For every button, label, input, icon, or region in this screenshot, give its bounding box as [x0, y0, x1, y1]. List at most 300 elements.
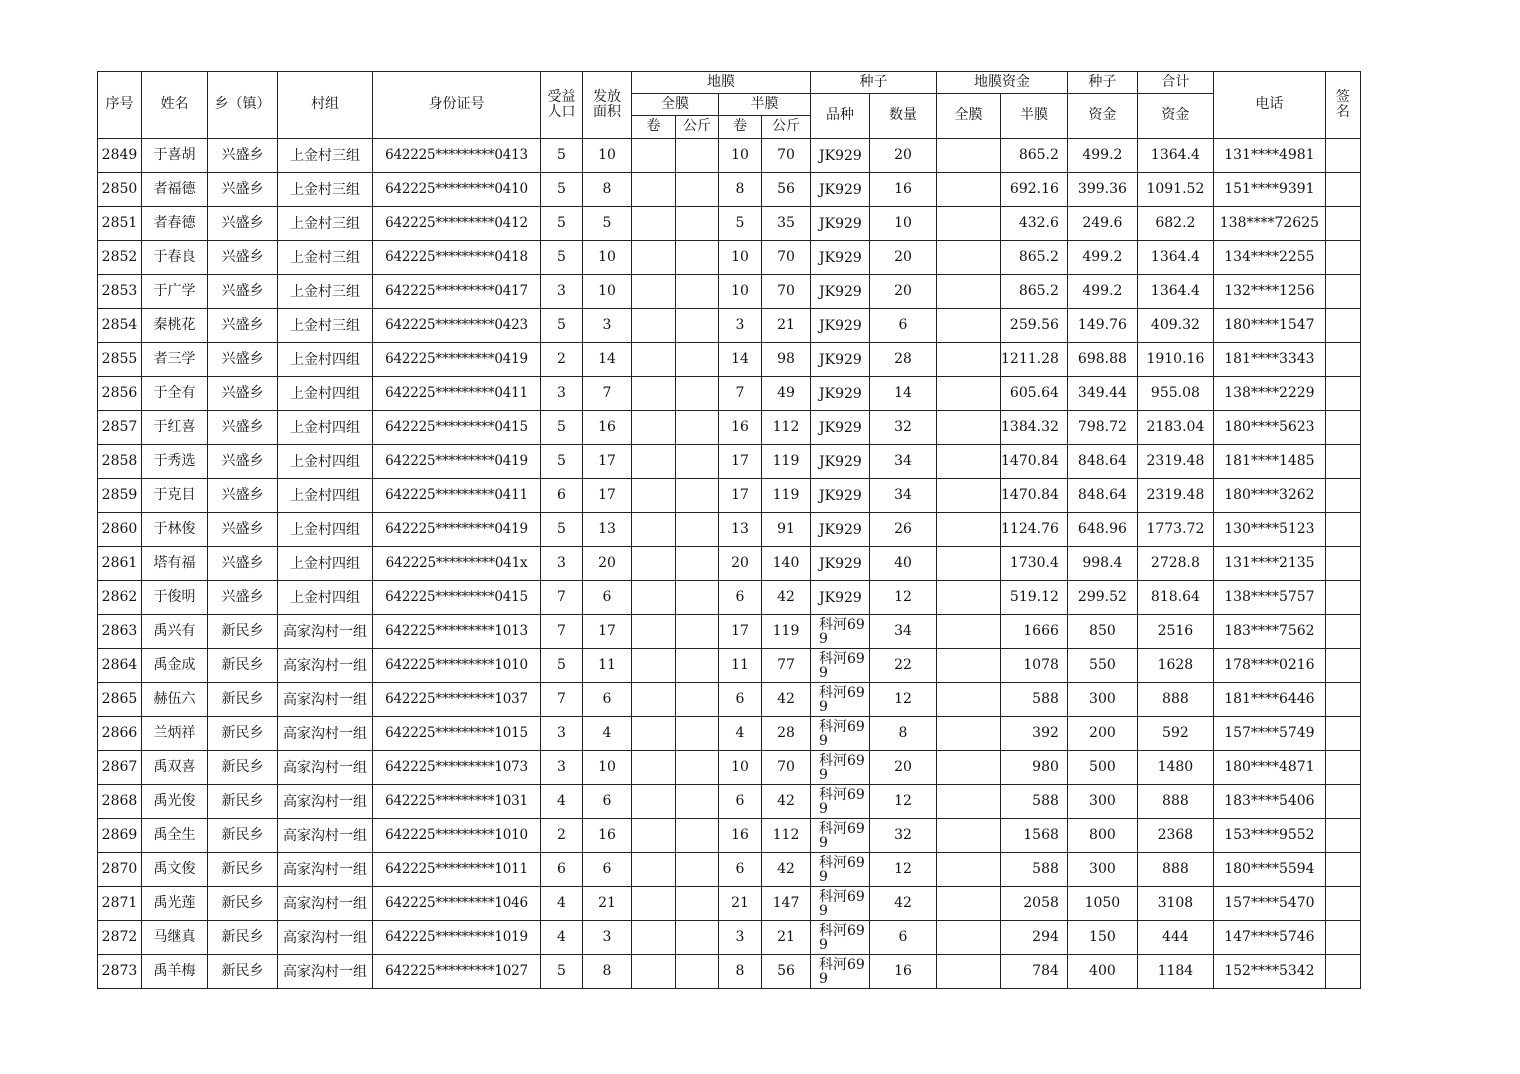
cell-name: 于俊明 — [142, 581, 208, 615]
cell-full-kg — [676, 751, 719, 785]
cell-village: 高家沟村一组 — [278, 921, 373, 955]
cell-half-roll: 17 — [719, 479, 762, 513]
cell-half-roll: 8 — [719, 955, 762, 989]
cell-variety: 科河699 — [811, 751, 870, 785]
cell-area: 6 — [583, 683, 632, 717]
cell-area: 8 — [583, 955, 632, 989]
cell-total-funds: 2319.48 — [1137, 479, 1213, 513]
cell-signature — [1325, 445, 1360, 479]
cell-full-kg — [676, 207, 719, 241]
header-half-film-funds: 半膜 — [1001, 94, 1068, 139]
cell-total-funds: 682.2 — [1137, 207, 1213, 241]
table-row — [98, 139, 1361, 173]
table-row — [98, 207, 1361, 241]
cell-quantity: 16 — [870, 173, 937, 207]
cell-signature — [1325, 751, 1360, 785]
cell-half-roll: 5 — [719, 207, 762, 241]
cell-area: 16 — [583, 819, 632, 853]
cell-township: 兴盛乡 — [208, 377, 278, 411]
cell-village: 高家沟村一组 — [278, 853, 373, 887]
cell-beneficiaries: 4 — [541, 887, 583, 921]
cell-seq: 2860 — [98, 513, 142, 547]
cell-beneficiaries: 3 — [541, 751, 583, 785]
cell-half-kg: 147 — [762, 887, 811, 921]
cell-total-funds: 444 — [1137, 921, 1213, 955]
table-row — [98, 309, 1361, 343]
cell-seq: 2873 — [98, 955, 142, 989]
cell-seq: 2850 — [98, 173, 142, 207]
cell-seq: 2869 — [98, 819, 142, 853]
cell-beneficiaries: 3 — [541, 377, 583, 411]
cell-total-funds: 1091.52 — [1137, 173, 1213, 207]
cell-name: 于林俊 — [142, 513, 208, 547]
cell-full-kg — [676, 683, 719, 717]
cell-half-roll: 3 — [719, 921, 762, 955]
cell-half-film-funds: 1211.28 — [1001, 343, 1068, 377]
header-seed-funds-top: 种子 — [1067, 72, 1137, 94]
cell-seq: 2852 — [98, 241, 142, 275]
table-row — [98, 649, 1361, 683]
table-row — [98, 411, 1361, 445]
header-full-roll: 卷 — [632, 116, 676, 139]
cell-full-film-funds — [937, 173, 1001, 207]
cell-beneficiaries: 5 — [541, 139, 583, 173]
cell-id-card: 642225*********0411 — [373, 479, 541, 513]
cell-seed-funds: 200 — [1067, 717, 1137, 751]
header-phone: 电话 — [1213, 72, 1325, 139]
cell-variety: 科河699 — [811, 649, 870, 683]
cell-village: 上金村四组 — [278, 513, 373, 547]
cell-name: 马继真 — [142, 921, 208, 955]
cell-full-roll — [632, 411, 676, 445]
cell-variety: 科河699 — [811, 853, 870, 887]
cell-area: 3 — [583, 309, 632, 343]
cell-id-card: 642225*********1031 — [373, 785, 541, 819]
cell-total-funds: 888 — [1137, 853, 1213, 887]
header-variety: 品种 — [811, 94, 870, 139]
cell-seq: 2853 — [98, 275, 142, 309]
cell-id-card: 642225*********1015 — [373, 717, 541, 751]
cell-phone: 183****5406 — [1213, 785, 1325, 819]
cell-half-roll: 6 — [719, 785, 762, 819]
cell-full-film-funds — [937, 615, 1001, 649]
cell-half-film-funds: 519.12 — [1001, 581, 1068, 615]
cell-full-kg — [676, 343, 719, 377]
cell-name: 于喜胡 — [142, 139, 208, 173]
cell-half-kg: 77 — [762, 649, 811, 683]
cell-township: 新民乡 — [208, 921, 278, 955]
cell-seed-funds: 798.72 — [1067, 411, 1137, 445]
cell-seed-funds: 850 — [1067, 615, 1137, 649]
cell-quantity: 34 — [870, 445, 937, 479]
cell-village: 上金村四组 — [278, 547, 373, 581]
cell-seed-funds: 299.52 — [1067, 581, 1137, 615]
cell-total-funds: 1480 — [1137, 751, 1213, 785]
cell-phone: 181****3343 — [1213, 343, 1325, 377]
cell-seq: 2856 — [98, 377, 142, 411]
cell-seq: 2872 — [98, 921, 142, 955]
cell-phone: 183****7562 — [1213, 615, 1325, 649]
cell-village: 上金村四组 — [278, 343, 373, 377]
cell-half-film-funds: 605.64 — [1001, 377, 1068, 411]
cell-village: 上金村三组 — [278, 139, 373, 173]
cell-variety: JK929 — [811, 377, 870, 411]
cell-full-film-funds — [937, 445, 1001, 479]
cell-full-film-funds — [937, 751, 1001, 785]
cell-half-film-funds: 2058 — [1001, 887, 1068, 921]
cell-signature — [1325, 139, 1360, 173]
cell-half-kg: 21 — [762, 309, 811, 343]
cell-township: 兴盛乡 — [208, 411, 278, 445]
cell-signature — [1325, 921, 1360, 955]
cell-beneficiaries: 5 — [541, 649, 583, 683]
cell-half-roll: 6 — [719, 581, 762, 615]
cell-name: 于全有 — [142, 377, 208, 411]
cell-full-roll — [632, 785, 676, 819]
table-row — [98, 955, 1361, 989]
cell-full-film-funds — [937, 717, 1001, 751]
cell-beneficiaries: 5 — [541, 445, 583, 479]
cell-signature — [1325, 173, 1360, 207]
cell-total-funds: 2728.8 — [1137, 547, 1213, 581]
cell-signature — [1325, 785, 1360, 819]
cell-full-roll — [632, 683, 676, 717]
cell-seq: 2862 — [98, 581, 142, 615]
cell-half-kg: 21 — [762, 921, 811, 955]
cell-full-film-funds — [937, 309, 1001, 343]
cell-full-roll — [632, 513, 676, 547]
cell-beneficiaries: 2 — [541, 343, 583, 377]
table-body — [98, 139, 1361, 989]
header-half-roll: 卷 — [719, 116, 762, 139]
table-row — [98, 343, 1361, 377]
cell-signature — [1325, 513, 1360, 547]
cell-quantity: 16 — [870, 955, 937, 989]
cell-half-kg: 56 — [762, 955, 811, 989]
cell-half-roll: 10 — [719, 751, 762, 785]
cell-half-roll: 21 — [719, 887, 762, 921]
cell-township: 新民乡 — [208, 683, 278, 717]
cell-seq: 2868 — [98, 785, 142, 819]
cell-half-film-funds: 1568 — [1001, 819, 1068, 853]
cell-name: 者春德 — [142, 207, 208, 241]
cell-id-card: 642225*********0411 — [373, 377, 541, 411]
cell-seq: 2865 — [98, 683, 142, 717]
cell-full-film-funds — [937, 275, 1001, 309]
cell-half-kg: 42 — [762, 853, 811, 887]
cell-half-roll: 6 — [719, 683, 762, 717]
cell-half-film-funds: 588 — [1001, 683, 1068, 717]
cell-full-roll — [632, 241, 676, 275]
cell-half-film-funds: 865.2 — [1001, 241, 1068, 275]
cell-area: 17 — [583, 445, 632, 479]
cell-name: 禹文俊 — [142, 853, 208, 887]
cell-quantity: 42 — [870, 887, 937, 921]
cell-full-roll — [632, 853, 676, 887]
cell-full-roll — [632, 207, 676, 241]
cell-seq: 2871 — [98, 887, 142, 921]
cell-id-card: 642225*********1010 — [373, 819, 541, 853]
cell-area: 4 — [583, 717, 632, 751]
cell-variety: JK929 — [811, 139, 870, 173]
cell-signature — [1325, 649, 1360, 683]
cell-township: 新民乡 — [208, 853, 278, 887]
cell-seed-funds: 499.2 — [1067, 139, 1137, 173]
cell-beneficiaries: 3 — [541, 547, 583, 581]
cell-quantity: 6 — [870, 309, 937, 343]
cell-full-kg — [676, 649, 719, 683]
cell-total-funds: 1364.4 — [1137, 139, 1213, 173]
cell-seed-funds: 998.4 — [1067, 547, 1137, 581]
cell-full-kg — [676, 445, 719, 479]
cell-signature — [1325, 309, 1360, 343]
cell-quantity: 12 — [870, 785, 937, 819]
cell-full-kg — [676, 377, 719, 411]
cell-seed-funds: 698.88 — [1067, 343, 1137, 377]
cell-beneficiaries: 7 — [541, 615, 583, 649]
cell-beneficiaries: 7 — [541, 683, 583, 717]
header-signature: 签名 — [1325, 72, 1360, 139]
header-half-kg: 公斤 — [762, 116, 811, 139]
cell-signature — [1325, 819, 1360, 853]
cell-full-roll — [632, 309, 676, 343]
cell-area: 10 — [583, 241, 632, 275]
cell-half-kg: 42 — [762, 785, 811, 819]
cell-half-kg: 28 — [762, 717, 811, 751]
cell-total-funds: 1773.72 — [1137, 513, 1213, 547]
header-film: 地膜 — [632, 72, 811, 94]
cell-full-kg — [676, 275, 719, 309]
cell-half-kg: 70 — [762, 751, 811, 785]
cell-township: 兴盛乡 — [208, 275, 278, 309]
cell-phone: 134****2255 — [1213, 241, 1325, 275]
cell-seed-funds: 349.44 — [1067, 377, 1137, 411]
cell-half-kg: 49 — [762, 377, 811, 411]
cell-village: 高家沟村一组 — [278, 751, 373, 785]
table-row — [98, 547, 1361, 581]
cell-variety: 科河699 — [811, 921, 870, 955]
table-row — [98, 683, 1361, 717]
cell-total-funds: 2319.48 — [1137, 445, 1213, 479]
cell-variety: JK929 — [811, 241, 870, 275]
cell-full-kg — [676, 241, 719, 275]
cell-half-kg: 91 — [762, 513, 811, 547]
cell-variety: JK929 — [811, 173, 870, 207]
cell-phone: 157****5749 — [1213, 717, 1325, 751]
cell-half-film-funds: 865.2 — [1001, 275, 1068, 309]
cell-area: 11 — [583, 649, 632, 683]
cell-half-roll: 4 — [719, 717, 762, 751]
cell-quantity: 8 — [870, 717, 937, 751]
cell-half-kg: 112 — [762, 819, 811, 853]
cell-beneficiaries: 5 — [541, 411, 583, 445]
cell-half-roll: 16 — [719, 411, 762, 445]
cell-village: 高家沟村一组 — [278, 683, 373, 717]
cell-phone: 181****1485 — [1213, 445, 1325, 479]
cell-name: 者福德 — [142, 173, 208, 207]
cell-phone: 153****9552 — [1213, 819, 1325, 853]
cell-half-film-funds: 1470.84 — [1001, 445, 1068, 479]
cell-half-kg: 42 — [762, 683, 811, 717]
cell-seq: 2857 — [98, 411, 142, 445]
table-row — [98, 173, 1361, 207]
cell-total-funds: 592 — [1137, 717, 1213, 751]
cell-village: 高家沟村一组 — [278, 887, 373, 921]
cell-half-kg: 112 — [762, 411, 811, 445]
table-row — [98, 853, 1361, 887]
cell-variety: JK929 — [811, 343, 870, 377]
cell-seq: 2867 — [98, 751, 142, 785]
cell-quantity: 20 — [870, 751, 937, 785]
cell-half-film-funds: 1078 — [1001, 649, 1068, 683]
cell-variety: 科河699 — [811, 785, 870, 819]
cell-id-card: 642225*********0410 — [373, 173, 541, 207]
cell-phone: 181****6446 — [1213, 683, 1325, 717]
cell-full-film-funds — [937, 785, 1001, 819]
cell-village: 上金村四组 — [278, 377, 373, 411]
cell-name: 于克目 — [142, 479, 208, 513]
cell-beneficiaries: 6 — [541, 479, 583, 513]
cell-full-film-funds — [937, 649, 1001, 683]
cell-full-roll — [632, 377, 676, 411]
cell-full-film-funds — [937, 921, 1001, 955]
cell-name: 禹兴有 — [142, 615, 208, 649]
cell-quantity: 26 — [870, 513, 937, 547]
cell-full-film-funds — [937, 207, 1001, 241]
cell-full-kg — [676, 819, 719, 853]
cell-id-card: 642225*********0419 — [373, 445, 541, 479]
cell-village: 高家沟村一组 — [278, 615, 373, 649]
cell-half-roll: 8 — [719, 173, 762, 207]
table-row — [98, 275, 1361, 309]
cell-half-film-funds: 294 — [1001, 921, 1068, 955]
cell-quantity: 32 — [870, 411, 937, 445]
cell-area: 10 — [583, 751, 632, 785]
cell-beneficiaries: 5 — [541, 173, 583, 207]
cell-half-film-funds: 432.6 — [1001, 207, 1068, 241]
cell-half-roll: 17 — [719, 615, 762, 649]
cell-township: 新民乡 — [208, 819, 278, 853]
cell-half-film-funds: 1124.76 — [1001, 513, 1068, 547]
cell-total-funds: 1364.4 — [1137, 275, 1213, 309]
cell-name: 禹光俊 — [142, 785, 208, 819]
cell-seq: 2870 — [98, 853, 142, 887]
table-header — [98, 72, 1361, 139]
cell-half-roll: 3 — [719, 309, 762, 343]
cell-name: 兰炳祥 — [142, 717, 208, 751]
cell-name: 于秀选 — [142, 445, 208, 479]
cell-quantity: 22 — [870, 649, 937, 683]
header-film-funds: 地膜资金 — [937, 72, 1068, 94]
cell-half-kg: 140 — [762, 547, 811, 581]
cell-full-film-funds — [937, 513, 1001, 547]
cell-signature — [1325, 683, 1360, 717]
cell-township: 兴盛乡 — [208, 581, 278, 615]
cell-beneficiaries: 5 — [541, 513, 583, 547]
cell-name: 禹双喜 — [142, 751, 208, 785]
cell-half-roll: 6 — [719, 853, 762, 887]
cell-signature — [1325, 955, 1360, 989]
cell-id-card: 642225*********0417 — [373, 275, 541, 309]
cell-full-roll — [632, 751, 676, 785]
cell-total-funds: 955.08 — [1137, 377, 1213, 411]
header-id-card: 身份证号 — [373, 72, 541, 139]
cell-full-kg — [676, 547, 719, 581]
header-beneficiaries: 受益人口 — [541, 72, 583, 139]
header-total-top: 合计 — [1137, 72, 1213, 94]
header-seed: 种子 — [811, 72, 937, 94]
cell-half-film-funds: 692.16 — [1001, 173, 1068, 207]
cell-half-film-funds: 259.56 — [1001, 309, 1068, 343]
cell-full-film-funds — [937, 853, 1001, 887]
cell-id-card: 642225*********0415 — [373, 411, 541, 445]
cell-total-funds: 2183.04 — [1137, 411, 1213, 445]
cell-full-kg — [676, 921, 719, 955]
cell-full-roll — [632, 649, 676, 683]
cell-half-kg: 56 — [762, 173, 811, 207]
cell-half-kg: 98 — [762, 343, 811, 377]
cell-full-roll — [632, 887, 676, 921]
cell-half-roll: 13 — [719, 513, 762, 547]
cell-quantity: 20 — [870, 241, 937, 275]
cell-seed-funds: 800 — [1067, 819, 1137, 853]
cell-seed-funds: 399.36 — [1067, 173, 1137, 207]
cell-half-film-funds: 1470.84 — [1001, 479, 1068, 513]
cell-signature — [1325, 207, 1360, 241]
cell-full-roll — [632, 921, 676, 955]
cell-full-kg — [676, 853, 719, 887]
cell-full-film-funds — [937, 377, 1001, 411]
cell-half-kg: 35 — [762, 207, 811, 241]
cell-variety: JK929 — [811, 479, 870, 513]
cell-township: 新民乡 — [208, 751, 278, 785]
cell-seed-funds: 848.64 — [1067, 479, 1137, 513]
cell-quantity: 20 — [870, 139, 937, 173]
table-row — [98, 445, 1361, 479]
cell-id-card: 642225*********0413 — [373, 139, 541, 173]
cell-full-roll — [632, 479, 676, 513]
cell-beneficiaries: 2 — [541, 819, 583, 853]
cell-phone: 152****5342 — [1213, 955, 1325, 989]
cell-area: 6 — [583, 785, 632, 819]
cell-seq: 2858 — [98, 445, 142, 479]
cell-signature — [1325, 853, 1360, 887]
cell-area: 3 — [583, 921, 632, 955]
cell-beneficiaries: 3 — [541, 717, 583, 751]
cell-half-roll: 10 — [719, 275, 762, 309]
cell-phone: 151****9391 — [1213, 173, 1325, 207]
cell-id-card: 642225*********1046 — [373, 887, 541, 921]
cell-signature — [1325, 615, 1360, 649]
cell-half-film-funds: 980 — [1001, 751, 1068, 785]
cell-signature — [1325, 581, 1360, 615]
cell-full-film-funds — [937, 581, 1001, 615]
cell-half-roll: 20 — [719, 547, 762, 581]
cell-id-card: 642225*********1010 — [373, 649, 541, 683]
cell-quantity: 10 — [870, 207, 937, 241]
cell-quantity: 12 — [870, 683, 937, 717]
cell-signature — [1325, 241, 1360, 275]
cell-variety: JK929 — [811, 445, 870, 479]
cell-id-card: 642225*********0412 — [373, 207, 541, 241]
cell-total-funds: 888 — [1137, 785, 1213, 819]
cell-township: 兴盛乡 — [208, 207, 278, 241]
header-area: 发放面积 — [583, 72, 632, 139]
table-row — [98, 717, 1361, 751]
cell-id-card: 642225*********0419 — [373, 343, 541, 377]
cell-seq: 2861 — [98, 547, 142, 581]
cell-village: 高家沟村一组 — [278, 717, 373, 751]
